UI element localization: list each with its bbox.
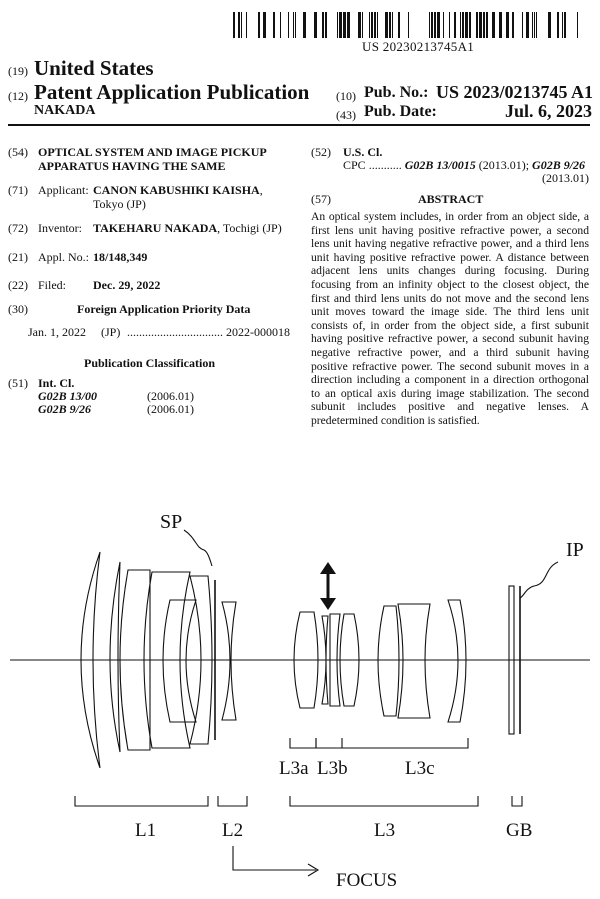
publication-classification-title: Publication Classification — [84, 356, 216, 370]
sp-leader — [184, 530, 212, 566]
abstract-text: An optical system includes, in order from an object side, a first lens unit having positive refractive power, a second lens unit having negative refractive power, and a third lens unit having positive refractive power. A distance between adjacent lens units changes during focusing. During focusing from an infinity object to the closest object, the first and third lens units do not move and the second lens unit moves toward the image side. The third lens unit consists of, in order from the object side, a first subunit having positive refractive power, a second subunit having negative refractive power, and a third subunit having positive refractive power. The second subunit moves in a direction including a component in a direction orthogonal to an optical axis during image stabilization. The second subunit includes positive and negative lenses. A predetermined condition is satisfied. — [311, 210, 589, 427]
filed-code: (22) — [8, 278, 28, 292]
stabilization-arrow — [320, 562, 336, 610]
cpc-dots: ........... — [368, 158, 402, 172]
lens-group-l3 — [294, 600, 466, 722]
priority-dots: ................................ — [127, 325, 223, 339]
code-43: (43) — [336, 108, 356, 122]
pub-date-value: Jul. 6, 2023 — [505, 101, 593, 121]
l2-label: L2 — [222, 820, 244, 841]
sp-label: SP — [160, 511, 183, 533]
filed-label: Filed: — [38, 278, 67, 292]
appl-code: (21) — [8, 250, 28, 264]
pub-date-label: Pub. Date: — [364, 103, 437, 120]
l3b-label: L3b — [317, 758, 348, 779]
inventor-name: TAKEHARU NAKADA — [93, 221, 218, 235]
intcl-class-2: G02B 9/26 — [38, 402, 92, 416]
cpc-class-1-year: (2013.01); — [478, 158, 530, 172]
inventor-code: (72) — [8, 221, 28, 235]
focus-arrow — [233, 846, 318, 876]
intcl-label: Int. Cl. — [38, 376, 75, 390]
inventor-label: Inventor: — [38, 221, 82, 235]
applicant-location: Tokyo (JP) — [93, 197, 146, 211]
barcode-number: US 20230213745A1 — [362, 39, 475, 54]
abstract-code: (57) — [311, 192, 331, 206]
cpc-class-1: G02B 13/0015 — [404, 158, 476, 172]
code-10: (10) — [336, 89, 356, 103]
appl-label: Appl. No.: — [38, 250, 89, 264]
title-line-1: OPTICAL SYSTEM AND IMAGE PICKUP — [38, 145, 267, 159]
ip-label: IP — [566, 539, 584, 561]
applicant-code: (71) — [8, 183, 28, 197]
barcode — [233, 12, 583, 38]
cpc-class-2: G02B 9/26 — [532, 158, 586, 172]
priority-date: Jan. 1, 2022 — [28, 325, 86, 339]
lens-group-l2 — [222, 602, 236, 720]
pub-no-label: Pub. No.: — [364, 84, 429, 101]
title-line-2: APPARATUS HAVING THE SAME — [38, 159, 226, 173]
inventor-location: , Tochigi (JP) — [217, 221, 282, 235]
intcl-class-2-year: (2006.01) — [147, 402, 194, 416]
title-code: (54) — [8, 145, 28, 159]
gb-label: GB — [506, 820, 533, 841]
uscl-label: U.S. Cl. — [343, 145, 383, 159]
l3a-label: L3a — [279, 758, 309, 779]
priority-code: (30) — [8, 302, 28, 316]
filed-value: Dec. 29, 2022 — [93, 278, 161, 292]
l3-label: L3 — [374, 820, 396, 841]
priority-title: Foreign Application Priority Data — [77, 302, 251, 316]
ip-leader — [520, 562, 558, 598]
l1-label: L1 — [135, 820, 157, 841]
document-type-heading: Patent Application Publication — [34, 80, 310, 104]
country-heading: United States — [34, 56, 154, 80]
inventor-surname: NAKADA — [34, 103, 96, 118]
priority-country: (JP) — [101, 325, 121, 339]
applicant-label: Applicant: — [38, 183, 89, 197]
cpc-label: CPC — [343, 158, 366, 172]
abstract-title: ABSTRACT — [418, 192, 484, 206]
pub-no-value: US 2023/0213745 A1 — [436, 82, 594, 102]
intcl-code: (51) — [8, 376, 28, 390]
intcl-class-1-year: (2006.01) — [147, 389, 194, 403]
appl-value: 18/148,349 — [93, 250, 148, 264]
applicant-name: CANON KABUSHIKI KAISHA — [93, 183, 260, 197]
uscl-code: (52) — [311, 145, 331, 159]
cpc-class-2-year: (2013.01) — [542, 171, 589, 185]
l3c-label: L3c — [405, 758, 435, 779]
code-19: (19) — [8, 64, 28, 78]
lens-diagram — [0, 490, 600, 899]
intcl-class-1: G02B 13/00 — [38, 389, 98, 403]
priority-number: 2022-000018 — [226, 325, 290, 339]
header-divider — [8, 124, 590, 126]
code-12: (12) — [8, 89, 28, 103]
focus-label: FOCUS — [336, 870, 398, 891]
